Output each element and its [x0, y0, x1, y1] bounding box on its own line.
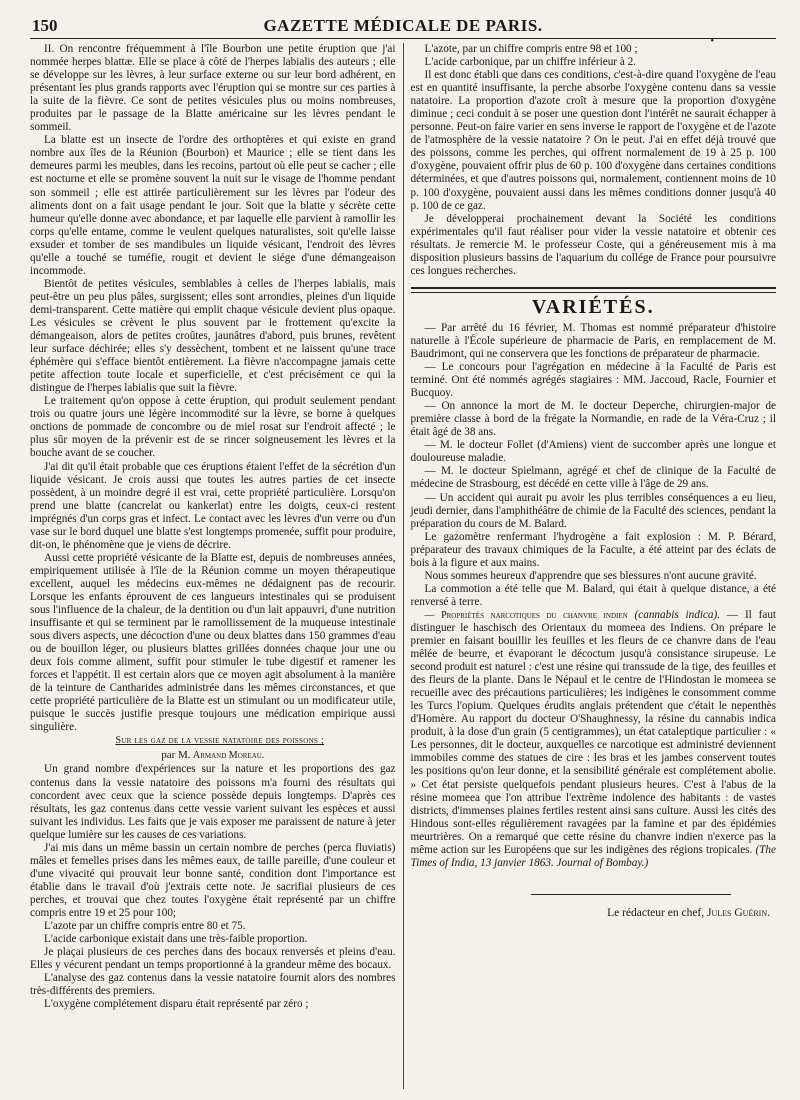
- news-item: Le gazomètre renfermant l'hydrogène a fait explosion : M. P. Bérard, préparateur des travaux chimiques de la Faculte, a été atteint par des éclats de bois à la figure et aux mains.: [410, 530, 776, 569]
- section-divider-thin: [411, 292, 777, 293]
- article-title-block: [30, 734, 396, 763]
- page-number: 150: [32, 16, 58, 35]
- news-item: — M. le docteur Follet (d'Amiens) vient de succomber après une longue et douloureuse maladie.: [410, 439, 776, 465]
- signature-rule: [531, 894, 731, 895]
- section-divider-thick: [411, 287, 777, 289]
- paragraph: J'ai dit qu'il était probable que ces éruptions étaient l'effet de la sécrétion d'un liquide vésicant. Je crois aussi que toutes les autres parties de cet insecte possèdent, à un moindre degré il est vrai, cette propriété particulière. Lorsqu'on prend une blatte (cancrelat ou kankerlat) entre les doigts, ceux-ci restent imprégnés d'un corps gras et infect. Le contact avec les lèvres d'un verre ou d'un vase sur le bord duquel une blatte s'est longtemps promenée, suffit pour produire, dit-on, le phénomène que je viens de décrire.: [30, 460, 396, 551]
- news-item: La commotion a été telle que M. Balard, qui était à quelque distance, a été renversé à terre.: [410, 582, 776, 608]
- two-column-body: [30, 43, 776, 1089]
- varietes-heading: VARIÉTÉS.: [531, 295, 655, 318]
- blatte-article: [30, 43, 396, 734]
- paragraph: Il est donc établi que dans ces conditions, c'est-à-dire quand l'oxygène de l'eau est en quantité insuffisante, la perche absorbe l'oxygène contenu dans sa vessie natatoire. La proportion d'azote croît à mesure que la proportion d'oxygène diminue ; ceci conduit à se poser une question dont l'intérêt ne saurait échapper à personne. Peut-on faire varier en sens inverse le rapport de l'oxygène et de l'azote de l'atmosphère de la vessie natatoire ? On le peut. J'ai en effet déjà trouvé que des poissons, comme les perches, qui offrent normalement de 19 à 25 p. 100 d'oxygène, pouvaient offrir plus de 60 p. 100 d'oxygène dans certaines conditions déterminées, et que d'autres poissons qui, normalement, contiennent moins de 10 p. 100 d'oxygène, pouvaient aussi dans les mêmes conditions donner jusqu'à 40 p. 100 de ce gaz.: [410, 69, 776, 212]
- chanvre-text: — Il faut distinguer le haschisch des Orientaux du momeea des Indiens. On prépare le premier en faisant bouillir les feuilles et les fleurs de ce chanvre dans de l'eau mêlée de beurre, et évaporant le décoctum jusqu'à consistance sirupeuse. Le second produit est naturel : c'est une résine qui transsude de la tige, des feuilles et des fleurs de la plante. Dans le Népaul et le centre de l'Hindostan le momeea se recueille avec des précautions particulières; les indigènes le consomment comme les Turcs l'opium. Quelques érudits anglais prétendent que c'était le nepenthès d'Homère. Au rapport du docteur O'Shaughnessy, la résine du cannabis indica produit, à la dose d'un grain (5 centigrammes), un état cataleptique particulier : « Les personnes, dit le docteur, auxquelles ce narcotique est administré deviennent immobiles comme des statues de cire : les bras et les jambes conservent toutes les positions qu'on leur donne, et la sensibilité générale est complétement abolie. » Cet état persiste quelquefois pendant plusieurs heures. C'est à l'abus de la résine momeea que l'on attribue l'extrême indolence des habitants : de vastes districts, d'immenses plaines fertiles restent ainsi sans culture. Aussi les cités des Hindous sont-elles régulièrement ravagées par la famine et par des épidémies meurtrières. On a remarqué que cette résine du chanvre indien n'exerce pas la même action sur les Européens que sur les indigènes des régions tropicales.: [410, 608, 776, 856]
- paragraph: Le traitement qu'on oppose à cette éruption, qui produit seulement pendant trois ou quatre jours une légère incommodité sur la lèvre, se borne à quelques onctions de pommade de concombre ou de miel rosat sur l'endroit affecté ; le plus sûr moyen de la prévenir est de se rincer soigneusement les lèvres et la bouche avant de se coucher.: [30, 395, 396, 460]
- news-item: — M. le docteur Spielmann, agrégé et chef de clinique de la Faculté de médecine de Strasbourg, est décédé en cette ville à l'âge de 29 ans.: [410, 465, 776, 491]
- paragraph: Je plaçai plusieurs de ces perches dans des bocaux renversés et pleins d'eau. Elles y vécurent pendant un temps proportionné à la grandeur même des bocaux.: [30, 946, 396, 972]
- chanvre-source: (The Times of India, 13 janvier 1863. Journal of Bombay.): [410, 843, 776, 869]
- paragraph: Bientôt de petites vésicules, semblables à celles de l'herpes labialis, mais peut-être un peu plus pâles, surgissent; elles sont arrondies, pleines d'un liquide demi-transparent. Cette matière qui emplit chaque vésicule devient plus opaque. Les vésicules se crèvent le plus souvent par le frottement qu'excite la démangeaison, alors de petites croûtes, jaunâtres d'abord, puis brunes, revêtent leur surface déchirée; elles s'y dessèchent, tombent et ne laissent qu'une trace éphémère qui s'efface bientôt entièrement. La fièvre n'accompagne jamais cette petite affection toute locale et superficielle, et c'est précisément ce qui la distingue de l'herpes labialis que suit la fièvre.: [30, 277, 396, 395]
- chanvre-item: [411, 609, 777, 870]
- paragraph: Je développerai prochainement devant la Société les conditions expérimentales qu'il faut réaliser pour vider la vessie natatoire et obtenir ces résultats. Je remercie M. le professeur Coste, qui a généreusement mis à ma disposition plusieurs bassins de l'aquarium du collége de France pour poursuivre ces longues recherches.: [410, 212, 776, 277]
- article-author-prefix: par M.: [161, 749, 191, 762]
- chanvre-latin: (cannabis indica).: [634, 608, 721, 621]
- paragraph: II. On rencontre fréquemment à l'île Bourbon une petite éruption que j'ai nommée herpes blattæ. Elle se place à côté de l'herpes labialis des auteurs ; elle se développe sur les lèvres, à leur surface externe ou sur leur bord adhérent, en présentant les plus grands rapports avec l'éruption qui se montre sur ces parties à la suite de la fièvre. Ce sont de petites vésicules plus ou moins nombreuses, produites par le passage de la Blatte américaine sur les lèvres pendant le sommeil.: [30, 43, 396, 134]
- paragraph: L'azote par un chiffre compris entre 80 et 75.: [44, 920, 246, 933]
- editor-signature: [411, 907, 777, 920]
- paragraph: J'ai mis dans un même bassin un certain nombre de perches (perca fluviatis) mâles et femelles prises dans les mêmes eaux, de taille pareille, d'une couleur et d'une vivacité qui prouvait leur bonne santé, condition dont l'importance est établie dans le travail d'où j'extrais cette note. Je sacrifiai plusieurs de ces perches, et trouvai que chez toutes l'oxygène était représenté par un chiffre compris entre 19 et 25 pour 100;: [30, 841, 396, 919]
- paragraph: Un grand nombre d'expériences sur la nature et les proportions des gaz contenus dans la vessie natatoire des poissons m'a fourni des résultats qui concordent avec ceux que la science possède depuis longtemps. D'après ces résultats, les gaz contenus dans cette vessie varient suivant les espèces et aussi suivant les individus. Les faits que je vais exposer me paraissent de nature à jeter quelque lumière sur les causes de ces variations.: [30, 763, 396, 841]
- signature-prefix: Le rédacteur en chef,: [607, 906, 705, 919]
- signature-name: Jules Guérin.: [707, 906, 770, 919]
- header-mark: •: [710, 36, 714, 47]
- paragraph: L'acide carbonique, par un chiffre inférieur à 2.: [424, 56, 636, 69]
- varietes-section: [411, 322, 777, 870]
- paragraph: L'acide carbonique existait dans une très-faible proportion.: [44, 933, 308, 946]
- gaz-article-continued: [411, 43, 777, 278]
- news-item: — Un accident qui aurait pu avoir les plus terribles conséquences a eu lieu, jeudi dernier, dans l'amphithéâtre de chimie de la Faculté des sciences, pendant la préparation du cours de M. Balard.: [410, 491, 776, 530]
- article-author: Armand Moreau.: [193, 750, 265, 762]
- news-item: — On annonce la mort de M. le docteur Deperche, chirurgien-major de première classe à bord de la frégate la Normandie, en rade de la Véra-Cruz ; il était âgé de 38 ans.: [410, 400, 776, 439]
- journal-title: GAZETTE MÉDICALE DE PARIS.: [263, 16, 543, 35]
- news-item: — Le concours pour l'agrégation en médecine à la Faculté de Paris est terminé. Ont été nommés agrégés stagiaires : MM. Jaccoud, Racle, Fournier et Bucquoy.: [410, 361, 776, 400]
- chanvre-heading: — Propriétés narcotiques du chanvre indien: [424, 609, 628, 621]
- paragraph: L'azote, par un chiffre compris entre 98 et 100 ;: [424, 43, 638, 55]
- running-header: [30, 14, 776, 47]
- gaz-article: [30, 763, 396, 1011]
- paragraph: La blatte est un insecte de l'ordre des orthoptères et qui existe en grand nombre aux îles de la Réunion (Bourbon) et Maurice ; elle se tient dans les demeures parmi les meubles, dans les recoins, partout où elle peut se cacher ; elle est nocturne et elle se promène souvent la nuit sur le visage de l'homme pendant son sommeil ; elle est attirée particulièrement sur les lèvres par l'odeur des aliments dont on a fait usage pendant le jour. Soit que la blatte y sécrète cette humeur qu'elle donne avec abondance, et par laquelle elle parvient à ramollir les corps qu'elle entame, comme le veulent quelques naturalistes, soit qu'elle laisse exsuder et tomber de ses mandibules un liquide vésicant, l'endroit des lèvres qu'elle a touché se tuméfie, rougit et devient le siége d'une démangeaison incommode.: [30, 134, 396, 277]
- news-item: Nous sommes heureux d'apprendre que ses blessures n'ont aucune gravité.: [424, 569, 757, 582]
- paragraph: Aussi cette propriété vésicante de la Blatte est, depuis de nombreuses années, empiriquement utilisée à l'île de la Réunion comme un moyen thérapeutique excellent, auquel les médecins eux-mêmes ne dédaignent pas de recourir. Lorsque les enfants éprouvent de ces langueurs intestinales qui se produisent sous l'influence de la chaleur, de la dentition ou d'un lait appauvri, d'une nutrition insuffisante et qui se terminent par le ramollissement de la muqueuse intestinale sous divers aspects, une décoction d'une ou deux blattes dans 150 grammes d'eau ou de bouillon léger, ou plusieurs blattes grillées données chaque jour une ou deux fois comme aliment, suffit pour stimuler le tube digestif et ramener les forces et l'appétit. Il est certain alors que ce moyen agit absolument à la manière de la teinture de Cantharides administrée dans les mêmes circonstances, et que cette propriété particulière de la Blatte est un stimulant ou un modificateur utile, puisque le succès justifie presque toujours une médication empirique aussi singulière.: [30, 551, 396, 734]
- right-column: [403, 43, 777, 1089]
- article-title: Sur les gaz de la vessie natatoire des poissons ;: [115, 735, 325, 747]
- left-column: [30, 43, 403, 1089]
- paragraph: L'oxygène complétement disparu était représenté par zéro ;: [44, 998, 309, 1011]
- news-item: — Par arrêté du 16 février, M. Thomas est nommé préparateur d'histoire naturelle à l'École supérieure de pharmacie de Paris, en remplacement de M. Baudrimont, qui ne conservera que les fonctions de préparateur de pharmacie.: [410, 321, 776, 360]
- paragraph: L'analyse des gaz contenus dans la vessie natatoire fournit alors des nombres très-différents des premiers.: [30, 972, 396, 998]
